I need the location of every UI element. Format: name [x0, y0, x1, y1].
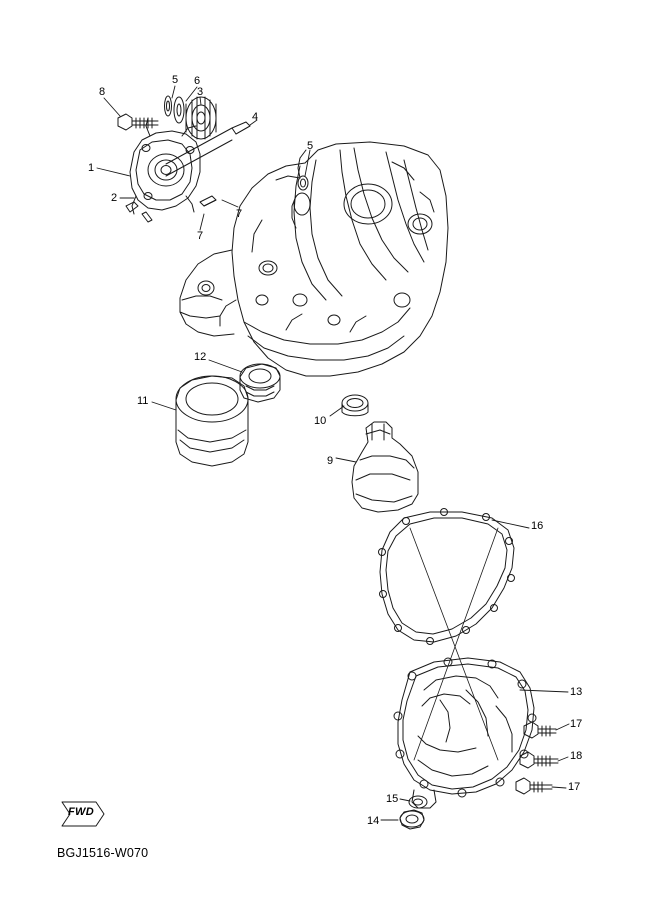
callout-9: 9 — [327, 455, 334, 467]
callout-17: 17 — [570, 718, 583, 730]
callout-12: 12 — [194, 351, 207, 363]
oil-strainer — [352, 422, 418, 512]
drain-bolt-gasket — [400, 796, 427, 829]
callout-6: 6 — [194, 75, 201, 87]
callout-14: 14 — [367, 815, 380, 827]
callout-4: 4 — [252, 111, 259, 123]
part-code-label: BGJ1516-W070 — [57, 846, 149, 860]
callout-3: 3 — [197, 86, 204, 98]
washer-circlip — [165, 96, 185, 123]
oil-pan — [394, 658, 536, 808]
callout-5: 5 — [172, 74, 179, 86]
callout-15: 15 — [386, 793, 399, 805]
crankcase-outline — [180, 142, 448, 376]
leader-lines — [97, 86, 569, 820]
assembly-reference-lines — [410, 528, 498, 760]
fwd-direction-badge — [57, 798, 105, 828]
callout-18: 18 — [570, 750, 583, 762]
oring-case — [298, 176, 308, 190]
callout-16: 16 — [531, 520, 544, 532]
oil-pump-assembly — [118, 114, 250, 222]
callout-8: 8 — [99, 86, 106, 98]
callout-7b: 7 — [197, 230, 204, 242]
callout-13: 13 — [570, 686, 583, 698]
callout-17b: 17 — [568, 781, 581, 793]
oring-strainer — [342, 395, 368, 416]
fwd-badge-label: FWD — [68, 806, 94, 818]
callout-1: 1 — [88, 162, 95, 174]
callout-10: 10 — [314, 415, 327, 427]
callout-2: 2 — [111, 192, 118, 204]
oil-filter-cartridge — [176, 376, 248, 466]
callout-11: 11 — [137, 395, 149, 407]
oil-filter-union-bolt — [240, 364, 280, 402]
callout-7: 7 — [236, 208, 243, 220]
callout-5b: 5 — [307, 140, 314, 152]
